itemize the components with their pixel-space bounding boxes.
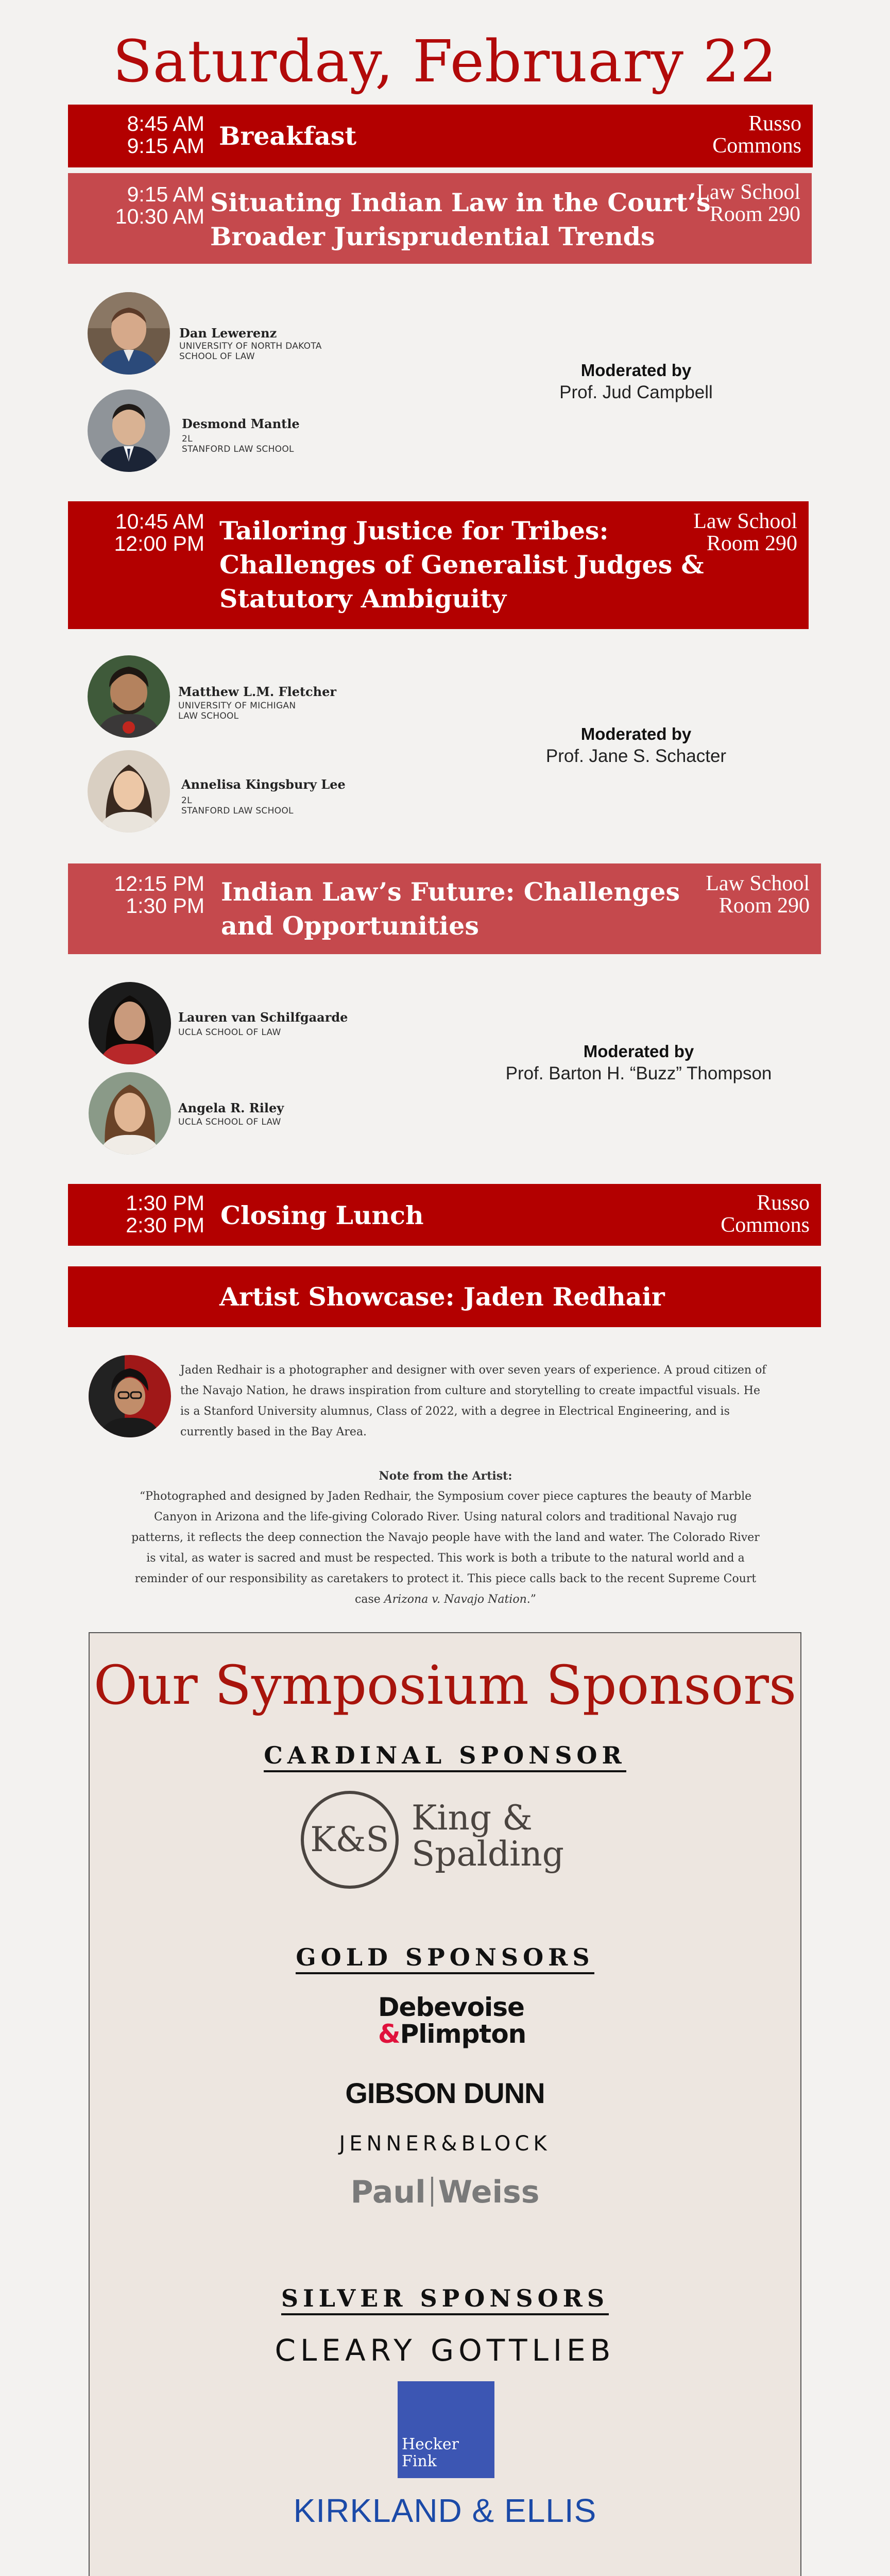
session-name <box>219 119 356 153</box>
avatar <box>89 1072 171 1155</box>
location-line: Law School <box>693 510 797 533</box>
affiliation-line: UNIVERSITY OF NORTH DAKOTA <box>179 341 322 351</box>
location-line: Law School <box>706 872 810 895</box>
session-location <box>712 113 801 157</box>
session-name-line: Indian Law’s Future: Challenges <box>221 877 680 907</box>
weiss-text: Weiss <box>438 2174 540 2210</box>
time-end: 9:15 AM <box>127 134 204 158</box>
cardinal-sponsor-label <box>90 1741 800 1769</box>
sponsors-title: Our Symposium Sponsors <box>93 1654 797 1717</box>
artist-heading: Artist Showcase: Jaden Redhair <box>219 1282 665 1312</box>
speaker-name: Matthew L.M. Fletcher <box>178 684 337 699</box>
moderator-block <box>515 361 757 403</box>
session-name-line: Situating Indian Law in the Court’s <box>210 188 711 217</box>
page-title: Saturday, February 22 <box>112 28 778 95</box>
affiliation-line: UNIVERSITY OF MICHIGAN <box>178 701 296 711</box>
session-time <box>68 1192 204 1236</box>
artist-bio: Jaden Redhair is a photographer and designer with over seven years of experience. A proud citizen of the Navajo Nation, he draws inspiration from culture and storytelling to create impactful visuals. He is a Stanford University alumnus, Class of 2022, with a degree in Electrical Engineering, and is currently based in the Bay Area. <box>180 1364 766 1438</box>
session-time <box>68 873 204 917</box>
avatar <box>88 292 170 375</box>
paul-weiss-logo <box>90 2174 800 2210</box>
session-name-line: Tailoring Justice for Tribes: <box>219 516 609 546</box>
avatar <box>88 655 170 738</box>
session-name <box>219 514 704 616</box>
session-name <box>221 875 680 943</box>
time-start: 12:15 PM <box>114 872 204 895</box>
time-start: 1:30 PM <box>126 1191 204 1215</box>
speaker-name: Annelisa Kingsbury Lee <box>181 777 346 792</box>
hecker-line: Hecker <box>402 2435 459 2453</box>
tier-label: CARDINAL SPONSOR <box>264 1741 626 1772</box>
debevoise-amp: & <box>378 2019 400 2049</box>
time-start: 10:45 AM <box>115 510 204 533</box>
hecker-fink-logo <box>398 2381 494 2478</box>
note-body-text: “Photographed and designed by Jaden Redhair, the Symposium cover piece captures the beauty of Marble Canyon in Arizona and the life-giving Colorado River. Using natural colors and traditional Navajo rug patterns, it reflects the deep connection the Navajo people have with the land and water. The Colorado River is vital, as water is sacred and must be respected. This work is both a tribute to the natural world and a reminder of our responsibility as caretakers to protect it. This piece calls back to the recent Supreme Court case <box>131 1490 760 1606</box>
artist-note <box>129 1466 762 1610</box>
session-location <box>721 1192 810 1236</box>
moderated-by-label: Moderated by <box>580 361 692 380</box>
affiliation-line: UCLA SCHOOL OF LAW <box>178 1117 281 1127</box>
king-spalding-logo <box>301 1789 589 1892</box>
session-time <box>68 113 204 157</box>
affiliation-line: 2L <box>181 795 192 806</box>
session-name-line: and Opportunities <box>221 911 479 941</box>
artist-showcase-header <box>68 1266 821 1327</box>
speaker-name: Angela R. Riley <box>178 1100 284 1115</box>
kirkland-ellis-logo: KIRKLAND & ELLIS <box>293 2492 597 2529</box>
ks-monogram-ring <box>301 1791 399 1889</box>
note-heading: Note from the Artist: <box>379 1469 512 1483</box>
session-name-line: Statutory Ambiguity <box>219 584 507 614</box>
note-case-name: Arizona v. Navajo Nation <box>384 1593 527 1606</box>
speaker-affiliation <box>178 1117 281 1127</box>
paul-text: Paul <box>350 2174 426 2210</box>
time-end: 1:30 PM <box>126 894 204 918</box>
session-closing-lunch <box>68 1184 821 1246</box>
note-end: .” <box>526 1593 536 1606</box>
location-line: Commons <box>712 134 801 158</box>
avatar <box>89 982 171 1064</box>
session-tailoring-justice <box>68 501 809 629</box>
time-end: 12:00 PM <box>114 532 204 555</box>
session-indian-law-future <box>68 863 821 954</box>
tier-label: GOLD SPONSORS <box>296 1943 594 1974</box>
debevoise-plimpton-logo <box>378 1994 526 2047</box>
moderated-by-label: Moderated by <box>580 724 692 743</box>
affiliation-line: 2L <box>182 434 193 444</box>
moderated-by-label: Moderated by <box>583 1042 694 1061</box>
debevoise-line2 <box>378 2021 526 2047</box>
time-start: 8:45 AM <box>127 112 204 135</box>
time-end: 10:30 AM <box>115 205 204 228</box>
speaker-name: Lauren van Schilfgaarde <box>178 1010 348 1025</box>
jenner-block-logo: JENNER&BLOCK <box>339 2132 551 2156</box>
session-name-line: Challenges of Generalist Judges & <box>219 550 704 580</box>
debevoise-line: Debevoise <box>378 1992 524 2022</box>
location-line: Russo <box>757 1191 810 1215</box>
session-indian-law-trends <box>68 173 812 264</box>
gold-sponsors-label <box>90 1943 800 1971</box>
affiliation-line: LAW SCHOOL <box>178 711 239 721</box>
affiliation-line: STANFORD LAW SCHOOL <box>181 806 294 816</box>
moderator-name: Prof. Barton H. “Buzz” Thompson <box>505 1063 772 1083</box>
location-line: Room 290 <box>706 532 797 555</box>
session-breakfast <box>68 105 813 167</box>
speaker-affiliation <box>181 795 294 816</box>
location-line: Commons <box>721 1213 810 1237</box>
speaker-name: Dan Lewerenz <box>179 326 277 341</box>
artist-avatar <box>89 1355 171 1437</box>
session-name <box>220 1198 424 1232</box>
ks-wordmark <box>412 1800 564 1872</box>
tier-label: SILVER SPONSORS <box>281 2284 609 2315</box>
speaker-affiliation <box>179 341 322 362</box>
session-name-line: Closing Lunch <box>220 1200 424 1230</box>
affiliation-line: STANFORD LAW SCHOOL <box>182 444 294 454</box>
debevoise-plimpton-text: Plimpton <box>400 2019 526 2049</box>
session-name-line: Broader Jurisprudential Trends <box>210 222 655 251</box>
session-name <box>210 185 711 253</box>
speaker-name: Desmond Mantle <box>182 416 300 431</box>
note-body <box>129 1486 762 1610</box>
session-name-line: Breakfast <box>219 121 357 151</box>
silver-sponsors-label <box>90 2284 800 2312</box>
ks-monogram: K&S <box>310 1820 389 1859</box>
ks-line: Spalding <box>412 1834 564 1874</box>
location-line: Law School <box>696 180 800 204</box>
speaker-affiliation <box>182 434 294 454</box>
session-location <box>706 873 810 917</box>
avatar <box>88 389 170 472</box>
time-start: 9:15 AM <box>127 182 204 206</box>
moderator-name: Prof. Jane S. Schacter <box>545 746 727 766</box>
hecker-line: Fink <box>402 2452 437 2470</box>
speaker-affiliation <box>178 701 296 721</box>
speaker-affiliation <box>178 1027 281 1038</box>
avatar <box>88 750 170 833</box>
cleary-gottlieb-logo: CLEARY GOTTLIEB <box>275 2333 615 2368</box>
paul-weiss-divider <box>431 2177 433 2207</box>
session-location <box>696 181 800 226</box>
moderator-block <box>515 724 757 767</box>
ks-line: King & <box>412 1798 533 1838</box>
time-end: 2:30 PM <box>126 1213 204 1237</box>
moderator-name: Prof. Jud Campbell <box>559 382 713 402</box>
affiliation-line: SCHOOL OF LAW <box>179 351 255 362</box>
location-line: Room 290 <box>709 202 800 226</box>
sponsors-panel <box>89 1632 801 2576</box>
session-location <box>693 511 797 555</box>
location-line: Room 290 <box>718 894 810 918</box>
session-time <box>68 183 204 228</box>
moderator-block <box>479 1042 798 1084</box>
location-line: Russo <box>748 112 801 135</box>
affiliation-line: UCLA SCHOOL OF LAW <box>178 1027 281 1038</box>
gibson-dunn-logo: GIBSON DUNN <box>345 2077 545 2109</box>
session-time <box>68 511 204 555</box>
